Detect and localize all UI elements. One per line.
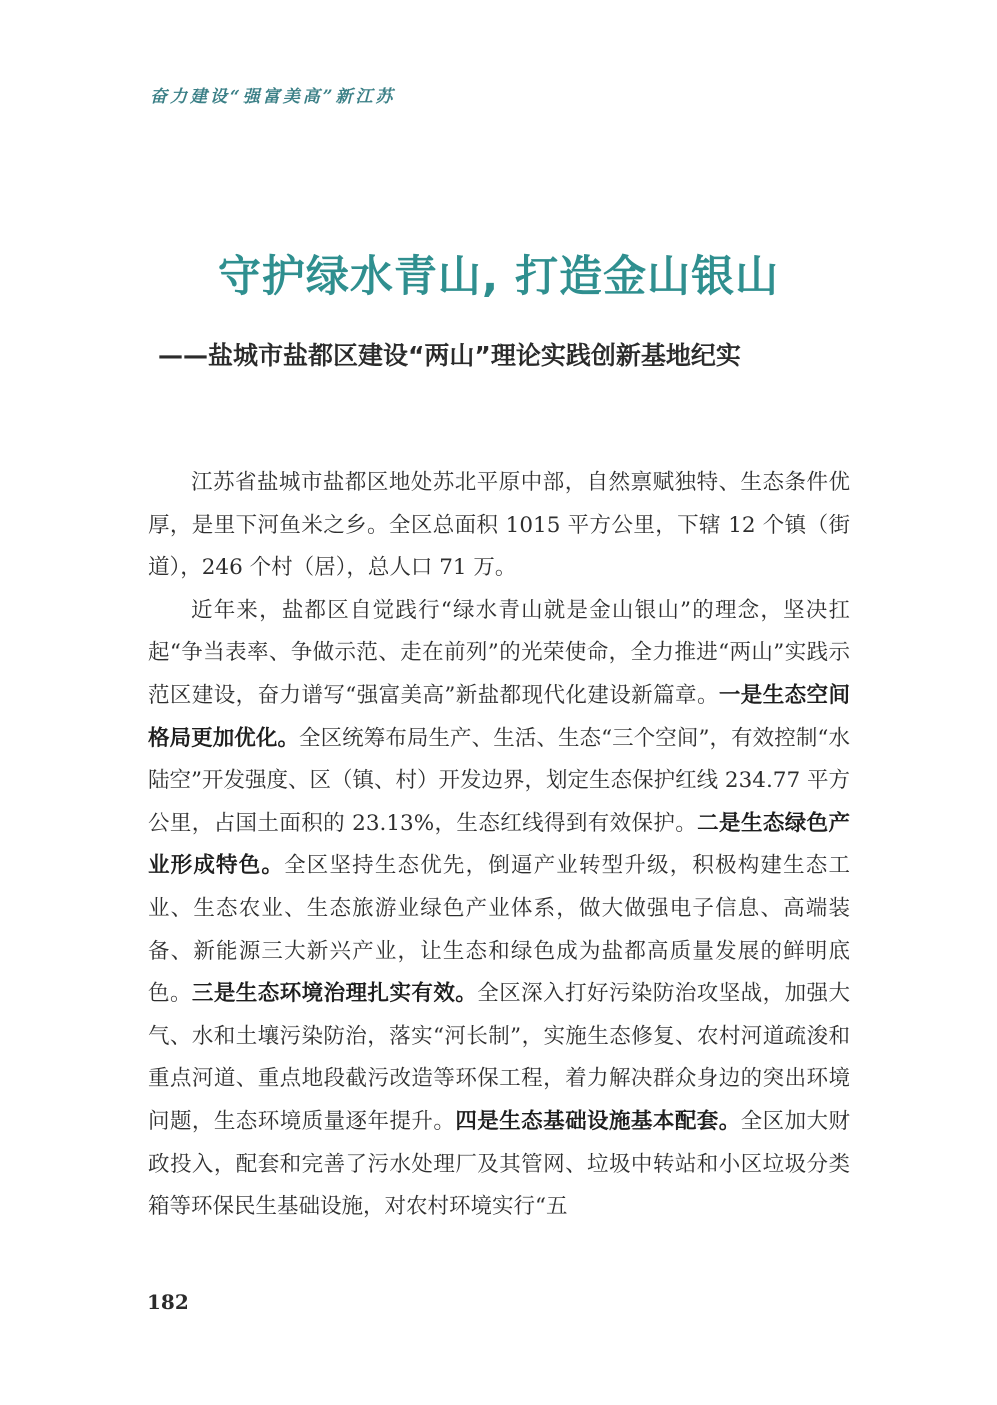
page-number: 182 — [147, 1290, 189, 1314]
running-header: 奋力建设“强富美高”新江苏 — [150, 87, 396, 107]
point-2-text: 全区坚持生态优先，倒逼产业转型升级，积极构建生态工业、生态农业、生态旅游业绿色产业体系，做大做强电子信息、高端装备、新能源三大新兴产业，让生态和绿色成为盐都高质量发展的鲜明底色。 — [148, 853, 850, 1007]
paragraph-1: 江苏省盐城市盐都区地处苏北平原中部，自然禀赋独特、生态条件优厚，是里下河鱼米之乡。全区总面积 1015 平方公里，下辖 12 个镇（街道），246 个村（居），总人口 71 万。 — [148, 470, 850, 581]
article-body — [148, 462, 850, 1229]
point-4-heading: 四是生态基础设施基本配套。 — [455, 1108, 741, 1134]
paragraph-2-intro: 近年来，盐都区自觉践行“绿水青山就是金山银山”的理念，坚决扛起“争当表率、争做示范、走在前列”的光荣使命，全力推进“两山”实践示范区建设，奋力谱写“强富美高”新盐都现代化建设新篇章。 — [148, 597, 850, 708]
article-subtitle: ——盐城市盐都区建设“两山”理论实践创新基地纪实 — [158, 341, 741, 370]
paragraph-2 — [148, 590, 850, 1229]
point-1-text: 全区统筹布局生产、生活、生态“三个空间”，有效控制“水陆空”开发强度、区（镇、村）开发边界，划定生态保护红线 234.77 平方公里，占国土面积的 23.13%，生态红线得到有效保护。 — [148, 725, 850, 836]
point-3-heading: 三是生态环境治理扎实有效。 — [191, 981, 478, 1007]
point-3-text: 全区深入打好污染防治攻坚战，加强大气、水和土壤污染防治，落实“河长制”，实施生态修复、农村河道疏浚和重点河道、重点地段截污改造等环保工程，着力解决群众身边的突出环境问题，生态环境质量逐年提升。 — [148, 981, 850, 1134]
article-title: 守护绿水青山, 打造金山银山 — [217, 252, 780, 302]
point-4-text: 全区加大财政投入，配套和完善了污水处理厂及其管网、垃圾中转站和小区垃圾分类箱等环保民生基础设施，对农村环境实行“五 — [148, 1108, 850, 1220]
point-1-heading: 一是生态空间格局更加优化。 — [148, 682, 850, 751]
point-2-heading: 二是生态绿色产业形成特色。 — [148, 810, 850, 879]
